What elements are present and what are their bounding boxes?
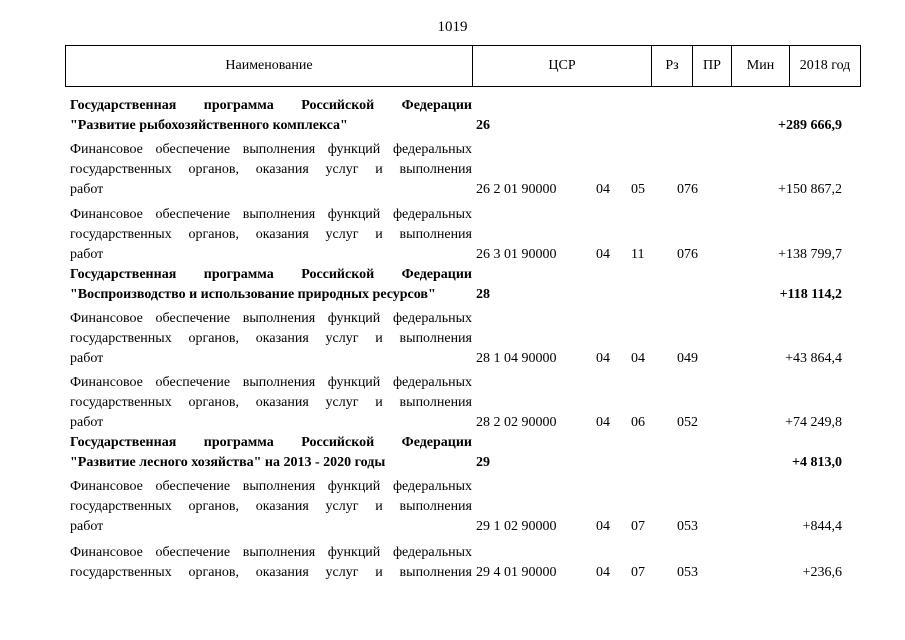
row-name-line: Финансовое обеспечение выполнения функций федеральных xyxy=(70,545,472,560)
row-name-line: Финансовое обеспечение выполнения функций федеральных xyxy=(70,207,472,222)
row-pr: 07 xyxy=(631,565,645,580)
row-amount: +138 799,7 xyxy=(778,247,842,262)
row-amount: +844,4 xyxy=(802,519,842,534)
row-rz: 04 xyxy=(596,519,610,534)
row-amount: +74 249,8 xyxy=(785,415,842,430)
header-year: 2018 год xyxy=(799,58,851,73)
row-amount: +289 666,9 xyxy=(778,118,842,133)
row-name xyxy=(70,543,472,583)
row-name-line: "Развитие рыбохозяйственного комплекса" xyxy=(70,118,348,133)
row-name xyxy=(70,477,472,537)
row-pr: 04 xyxy=(631,351,645,366)
row-min: 076 xyxy=(677,182,698,197)
row-pr: 07 xyxy=(631,519,645,534)
header-csr: ЦСР xyxy=(548,58,576,73)
row-pr: 11 xyxy=(631,247,645,262)
row-pr: 06 xyxy=(631,415,645,430)
row-name-line: государственных органов, оказания услуг и выполнения xyxy=(70,565,472,580)
row-rz: 04 xyxy=(596,565,610,580)
row-name-line: государственных органов, оказания услуг и выполнения xyxy=(70,227,472,242)
row-name-line: Государственная программа Российской Федерации xyxy=(70,435,472,450)
row-csr: 28 xyxy=(476,287,490,302)
row-name-line: Финансовое обеспечение выполнения функций федеральных xyxy=(70,375,472,390)
row-name-line: работ xyxy=(70,351,104,366)
row-name xyxy=(70,96,472,136)
row-name xyxy=(70,140,472,200)
header-pr: ПР xyxy=(703,58,721,73)
row-name-line: Государственная программа Российской Федерации xyxy=(70,267,472,282)
row-name xyxy=(70,373,472,433)
row-rz: 04 xyxy=(596,351,610,366)
row-min: 049 xyxy=(677,351,698,366)
table-header xyxy=(65,45,861,87)
row-amount: +150 867,2 xyxy=(778,182,842,197)
row-name-line: Финансовое обеспечение выполнения функций федеральных xyxy=(70,142,472,157)
row-amount: +236,6 xyxy=(802,565,842,580)
row-name-line: государственных органов, оказания услуг и выполнения xyxy=(70,499,472,514)
row-name xyxy=(70,433,472,473)
row-name-line: работ xyxy=(70,247,104,262)
row-name-line: государственных органов, оказания услуг и выполнения xyxy=(70,162,472,177)
row-name-line: работ xyxy=(70,415,104,430)
row-pr: 05 xyxy=(631,182,645,197)
row-name-line: Государственная программа Российской Федерации xyxy=(70,98,472,113)
row-csr: 29 1 02 90000 xyxy=(476,519,557,534)
row-csr: 28 2 02 90000 xyxy=(476,415,557,430)
row-name xyxy=(70,309,472,369)
row-csr: 26 2 01 90000 xyxy=(476,182,557,197)
row-csr: 29 4 01 90000 xyxy=(476,565,557,580)
row-rz: 04 xyxy=(596,182,610,197)
header-name: Наименование xyxy=(225,58,313,73)
row-min: 053 xyxy=(677,565,698,580)
row-name-line: государственных органов, оказания услуг и выполнения xyxy=(70,331,472,346)
page-number: 1019 xyxy=(437,19,468,35)
row-name-line: работ xyxy=(70,182,104,197)
row-name-line: "Развитие лесного хозяйства" на 2013 - 2020 годы xyxy=(70,455,386,470)
row-csr: 29 xyxy=(476,455,490,470)
row-csr: 28 1 04 90000 xyxy=(476,351,557,366)
row-rz: 04 xyxy=(596,415,610,430)
row-name xyxy=(70,205,472,265)
row-min: 052 xyxy=(677,415,698,430)
row-min: 053 xyxy=(677,519,698,534)
header-min: Мин xyxy=(746,58,775,73)
row-rz: 04 xyxy=(596,247,610,262)
row-csr: 26 3 01 90000 xyxy=(476,247,557,262)
row-amount: +4 813,0 xyxy=(792,455,842,470)
row-csr: 26 xyxy=(476,118,490,133)
row-amount: +118 114,2 xyxy=(779,287,842,302)
row-min: 076 xyxy=(677,247,698,262)
row-name-line: работ xyxy=(70,519,104,534)
row-name xyxy=(70,265,472,305)
row-name-line: "Воспроизводство и использование природных ресурсов" xyxy=(70,287,436,302)
row-name-line: Финансовое обеспечение выполнения функций федеральных xyxy=(70,311,472,326)
header-rz: Рз xyxy=(665,58,679,73)
row-name-line: Финансовое обеспечение выполнения функций федеральных xyxy=(70,479,472,494)
row-amount: +43 864,4 xyxy=(785,351,842,366)
row-name-line: государственных органов, оказания услуг и выполнения xyxy=(70,395,472,410)
